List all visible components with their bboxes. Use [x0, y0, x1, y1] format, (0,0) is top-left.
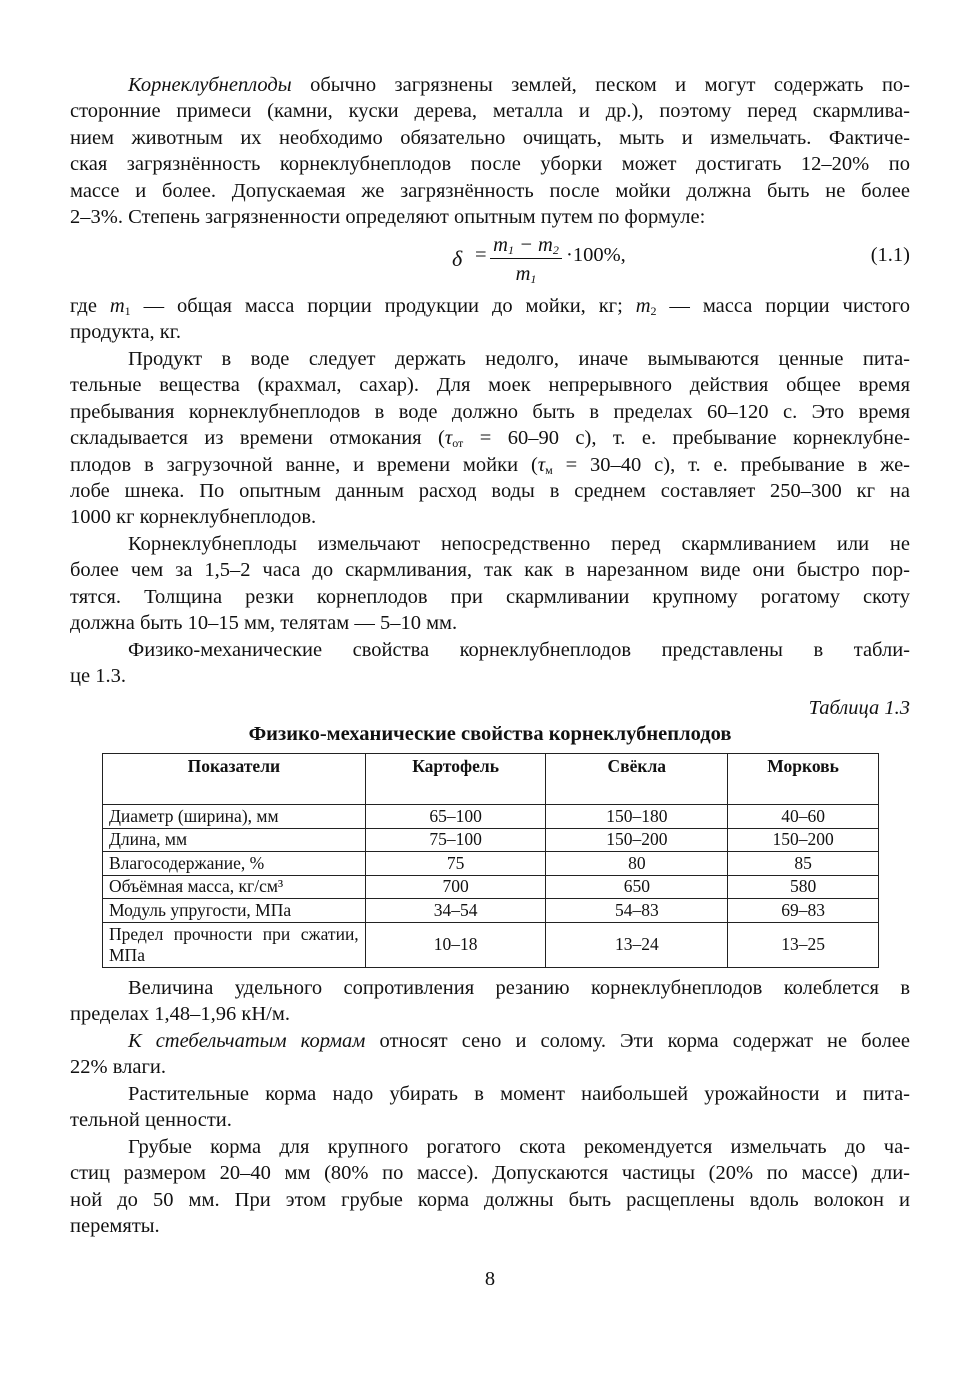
italic-text: m: [635, 295, 651, 317]
text-segment: пределах 1,48–1,96 кН/м.: [70, 1003, 290, 1026]
text-line: [70, 504, 910, 530]
table-caption: Таблица 1.3: [808, 697, 910, 719]
text-segment: — общая масса порции продукции до мойки, кг;: [130, 295, 636, 317]
text-segment: це 1.3.: [70, 665, 126, 688]
formula-denominator: [488, 259, 564, 285]
header-cell: Картофель: [365, 754, 546, 805]
paragraph-9: [70, 1134, 910, 1240]
sub: 2: [552, 243, 559, 257]
row-label-cell: Модуль упругости, МПа: [103, 899, 366, 923]
text-line: [70, 1001, 910, 1027]
value-cell: 80: [546, 852, 728, 876]
value-cell: 75: [365, 852, 546, 876]
value-cell: 40–60: [728, 805, 879, 829]
text-segment: массе и более. Допускаемая же загрязнённость после мойки должна быть не более: [70, 179, 910, 202]
text-line: [70, 1187, 910, 1213]
text-line: [70, 151, 910, 177]
paragraph-5: [70, 637, 910, 690]
text-line: [70, 1213, 910, 1239]
paragraph-3: [70, 346, 910, 531]
properties-table: [102, 753, 879, 968]
text-line: [70, 1081, 910, 1107]
table-row: [103, 852, 879, 876]
text-line: [70, 610, 910, 636]
text-segment: сторонние примеси (камни, куски дерева, металла и др.), поэтому перед скармлива-: [70, 100, 910, 123]
text-segment: более чем за 1,5–2 часа до скармливания, так как в нарезанном виде они быстро пор-: [70, 559, 910, 582]
italic-text: К стебельчатым кормам: [128, 1030, 366, 1052]
text-line: [70, 319, 910, 345]
text-segment: где: [70, 295, 110, 317]
italic-text: Корнеклубнеплоды: [128, 74, 292, 96]
text-line: [70, 372, 910, 398]
paragraph-7: [70, 1028, 910, 1081]
text-segment: стиц размером 20–40 мм (80% по массе). Допускаются частицы (20% по массе) дли-: [70, 1162, 910, 1185]
table-row: [103, 875, 879, 899]
text-line: [70, 72, 910, 98]
table-title: Физико-механические свойства корнеклубнеплодов: [248, 723, 732, 745]
value-cell: 580: [728, 875, 879, 899]
text-line: [70, 204, 910, 230]
row-label-cell: Диаметр (ширина), мм: [103, 805, 366, 829]
value-cell: 150–180: [546, 805, 728, 829]
text-line: [70, 1107, 910, 1133]
text-segment: ская загрязнённость корнеклубнеплодов после уборки может достигать 12–20% по: [70, 153, 910, 176]
text-segment: плодов в загрузочной ванне, и времени мойки (: [70, 453, 538, 476]
text-line: [70, 1054, 910, 1080]
text-line: [70, 1160, 910, 1186]
value-cell: 150–200: [546, 828, 728, 852]
value-cell: 34–54: [365, 899, 546, 923]
subscript: от: [452, 436, 464, 451]
text-segment: продукта, кг.: [70, 321, 181, 344]
value-cell: 10–18: [365, 922, 546, 967]
text-segment: лобе шнека. По опытным данным расход воды в среднем составляет 250–300 кг на: [70, 479, 910, 502]
value-cell: 700: [365, 875, 546, 899]
text-line: [70, 584, 910, 610]
formula-fraction: [488, 232, 564, 285]
subscript: 2: [650, 304, 657, 318]
italic-text: τ: [537, 453, 546, 476]
text-line: [70, 478, 910, 504]
sub: 1: [507, 243, 514, 257]
text-line: [70, 178, 910, 204]
value-cell: 650: [546, 875, 728, 899]
equation-number: (1.1): [870, 244, 910, 266]
text-segment: тельной ценности.: [70, 1109, 232, 1132]
text-line: [70, 637, 910, 663]
value-cell: 69–83: [728, 899, 879, 923]
value-cell: 65–100: [365, 805, 546, 829]
text-segment: 2–3%. Степень загрязненности определяют опытным путем по формуле:: [70, 205, 706, 228]
subscript: 1: [124, 304, 131, 318]
formula-delta: δ: [452, 246, 463, 271]
table-header-row: [103, 754, 879, 805]
text-segment: пребывания корнеклубнеплодов в воде должно быть в пределах 60–120 с. Это время: [70, 400, 910, 423]
table-row: [103, 828, 879, 852]
value-cell: 54–83: [546, 899, 728, 923]
value-cell: 85: [728, 852, 879, 876]
row-label-cell: Объёмная масса, кг/см³: [103, 875, 366, 899]
text-segment: Продукт в воде следует держать недолго, иначе вымываются ценные пита-: [128, 348, 910, 370]
text-line: [70, 98, 910, 124]
subscript: м: [545, 462, 553, 477]
text-segment: — масса порции чистого: [656, 295, 911, 317]
table-row: [103, 899, 879, 923]
text-segment: ной до 50 мм. При этом грубые корма должны быть расщеплены вдоль волокон и: [70, 1188, 910, 1211]
text-line: [70, 346, 910, 372]
text-line: [70, 663, 910, 689]
value-cell: 13–24: [546, 922, 728, 967]
table-row: [103, 922, 879, 967]
var-m: m: [515, 263, 531, 285]
header-cell: Свёкла: [546, 754, 728, 805]
page-number: 8: [484, 1268, 496, 1290]
text-line: [70, 1028, 910, 1054]
var-m: m: [493, 234, 508, 256]
sub: 1: [530, 272, 537, 286]
text-segment: Физико-механические свойства корнеклубнеплодов представлены в табли-: [128, 639, 910, 661]
text-segment: = 30–40 с), т. е. пребывание в же-: [552, 453, 911, 476]
row-label-cell: Длина, мм: [103, 828, 366, 852]
text-line: [70, 293, 910, 319]
text-segment: относят сено и солому. Эти корма содержат не более: [365, 1030, 910, 1052]
text-segment: должна быть 10–15 мм, телятам — 5–10 мм.: [70, 612, 458, 635]
paragraph-6: [70, 975, 910, 1028]
minus-m: − m: [513, 234, 553, 256]
text-line: [70, 452, 910, 478]
paragraph-1: [70, 72, 910, 230]
text-line: [70, 399, 910, 425]
header-cell: Показатели: [103, 754, 366, 805]
value-cell: 13–25: [728, 922, 879, 967]
paragraph-4: [70, 531, 910, 637]
text-segment: складывается из времени отмокания (: [70, 427, 445, 450]
text-line: [70, 557, 910, 583]
text-segment: 22% влаги.: [70, 1056, 166, 1079]
formula-tail: ·100%,: [566, 244, 626, 266]
text-segment: тельные вещества (крахмал, сахар). Для моек непрерывного действия общее время: [70, 374, 910, 397]
italic-text: τ: [444, 427, 453, 450]
row-label-cell: Предел прочности при сжатии, МПа: [103, 922, 366, 967]
text-line: [70, 1134, 910, 1160]
value-cell: 75–100: [365, 828, 546, 852]
paragraph-8: [70, 1081, 910, 1134]
value-cell: 150–200: [728, 828, 879, 852]
formula-1-1: [70, 232, 910, 292]
text-segment: перемяты.: [70, 1215, 160, 1238]
italic-text: m: [109, 295, 125, 317]
text-segment: Величина удельного сопротивления резанию корнеклубнеплодов колеблется в: [128, 977, 910, 999]
formula-numerator: [488, 232, 564, 258]
row-label-cell: Влагосодержание, %: [103, 852, 366, 876]
text-line: [70, 425, 910, 451]
text-line: [70, 531, 910, 557]
formula-equals: =: [475, 244, 487, 266]
text-line: [70, 125, 910, 151]
text-segment: обычно загрязнены землей, песком и могут содержать по-: [291, 74, 910, 96]
text-segment: тятся. Толщина резки корнеплодов при скармливании крупному рогатому скоту: [70, 585, 910, 608]
text-line: [70, 975, 910, 1001]
text-segment: Корнеклубнеплоды измельчают непосредственно перед скармливанием или не: [128, 533, 910, 555]
paragraph-2: [70, 293, 910, 346]
table-row: [103, 805, 879, 829]
text-segment: Грубые корма для крупного рогатого скота рекомендуется измельчать до ча-: [128, 1136, 910, 1158]
text-segment: 1000 кг корнеклубнеплодов.: [70, 506, 317, 529]
text-segment: Растительные корма надо убирать в момент наибольшей урожайности и пита-: [128, 1083, 910, 1105]
header-cell: Морковь: [728, 754, 879, 805]
text-segment: нием животным их необходимо обязательно очищать, мыть и измельчать. Фактиче-: [70, 126, 910, 149]
text-segment: = 60–90 с), т. е. пребывание корнеклубне-: [463, 427, 910, 450]
